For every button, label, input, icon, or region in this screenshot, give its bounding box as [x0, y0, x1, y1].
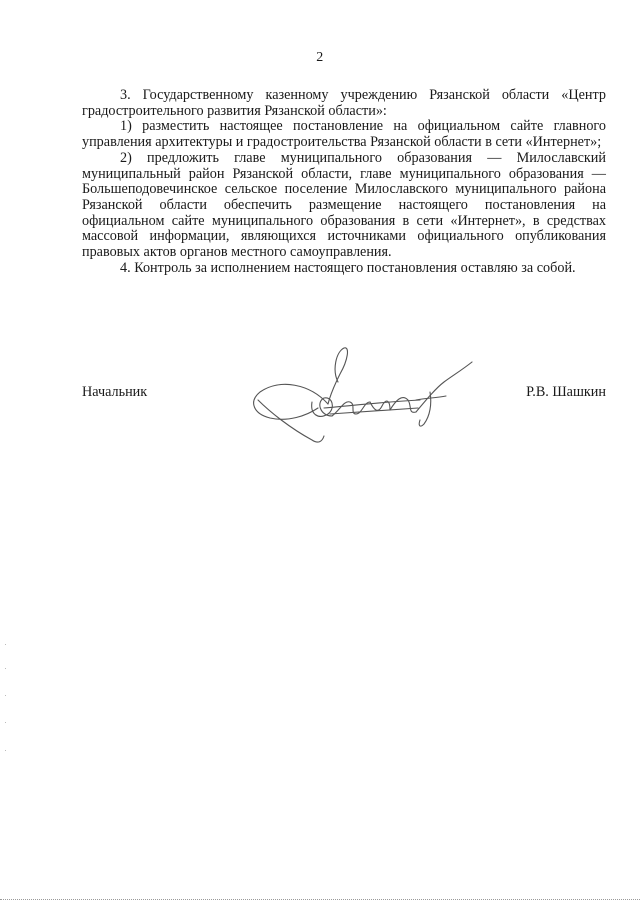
paragraph-item-4: 4. Контроль за исполнением настоящего постановления оставляю за собой.	[120, 259, 576, 276]
page-number: 2	[316, 50, 324, 65]
scan-bottom-edge	[0, 899, 640, 901]
paragraph-subitem-1: 1) разместить настоящее постановление на официальном сайте главного управления архитектуры и градостроительства Рязанской области в сети «Интернет»;	[82, 118, 606, 151]
signatory-position: Начальник	[82, 384, 148, 400]
paragraph-item-3: 3. Государственному казенному учреждению Рязанской области «Центр градостроительного развития Рязанской области»:	[82, 87, 606, 119]
document-body	[82, 88, 606, 276]
scan-margin-specks	[5, 640, 7, 760]
handwritten-signature	[240, 340, 490, 455]
paragraph-subitem-2: 2) предложить главе муниципального образования — Милославский муниципальный район Рязанской области, главе муниципального образования — Большеподовечинское сельское поселение Милославского муниципального района Рязанской области обеспечить размещение настоящего постановления на официальном сайте муниципального образования в сети «Интернет», в средствах массовой информации, являющихся источниками официального опубликования правовых актов органов местного самоуправления.	[82, 149, 606, 261]
signatory-name: Р.В. Шашкин	[526, 384, 606, 400]
